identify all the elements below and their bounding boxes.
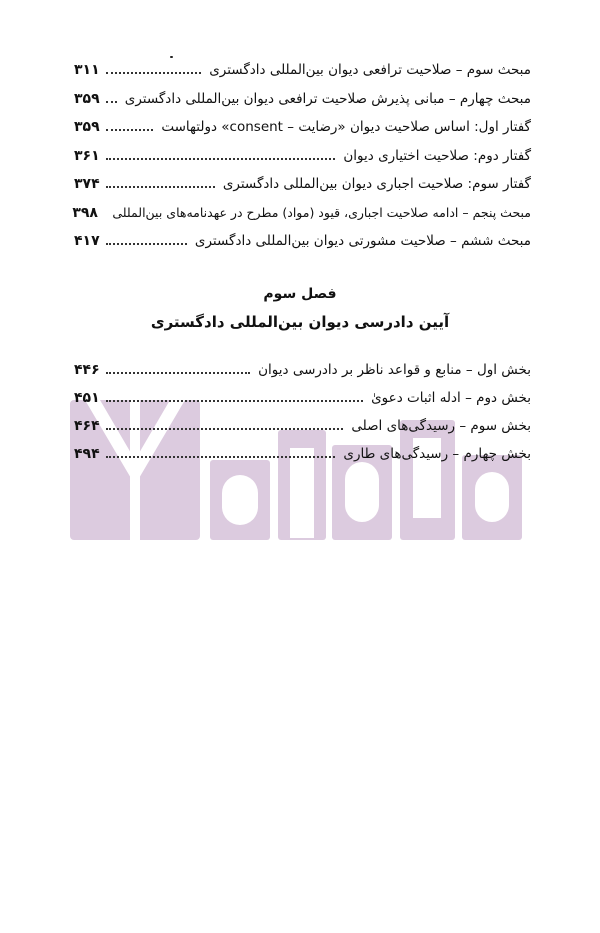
- toc-entry-title: بخش دوم – ادله اثبات دعویٰ: [371, 390, 531, 406]
- dot-leader: [106, 400, 363, 402]
- toc-entry-page: ۴۶۴: [74, 418, 100, 434]
- dot-leader: [106, 456, 335, 458]
- toc-entry[interactable]: [74, 362, 531, 390]
- dot-leader: [106, 72, 201, 74]
- toc-entry[interactable]: [74, 390, 531, 418]
- toc-entry-title: مبحث پنجم – ادامه صلاحیت اجباری، قیود (مواد) مطرح در عهدنامه‌های بین‌المللی: [112, 204, 531, 220]
- toc-entry-title: گفتار سوم: صلاحیت اجباری دیوان بین‌المللی دادگستری: [222, 176, 531, 192]
- toc-entry-title: مبحث چهارم – مبانی پذیرش صلاحیت ترافعی دیوان بین‌المللی دادگستری: [124, 90, 531, 107]
- toc-entry-title: گفتار دوم: صلاحیت اختیاری دیوان: [343, 147, 531, 164]
- toc-entry-page: ۳۵۹: [74, 119, 100, 135]
- toc-entry-page: ۴۹۴: [74, 446, 100, 462]
- toc-entry[interactable]: [74, 119, 531, 148]
- toc-entry[interactable]: [74, 205, 531, 234]
- toc-entry-title: بخش اول – منابع و قواعد ناظر بر دادرسی دیوان: [258, 362, 531, 378]
- toc-entry[interactable]: [74, 176, 531, 205]
- toc-entry[interactable]: [74, 418, 531, 446]
- dot-leader: [106, 129, 153, 131]
- toc-entry-title: مبحث سوم – صلاحیت ترافعی دیوان بین‌المللی دادگستری: [209, 62, 531, 78]
- toc-entry-page: ۳۷۴: [74, 176, 100, 192]
- toc-section-b: [74, 362, 531, 474]
- toc-entry[interactable]: [74, 91, 531, 120]
- chapter-label: فصل سوم: [263, 286, 337, 302]
- toc-entry-page: ۳۹۸: [72, 204, 98, 221]
- toc-entry[interactable]: [74, 62, 531, 91]
- toc-entry[interactable]: [74, 446, 531, 474]
- toc-entry-page: ۴۵۱: [74, 390, 100, 406]
- toc-entry-page: ۴۴۶: [74, 362, 100, 378]
- chapter-title: آیین دادرسی دیوان بین‌المللی دادگستری: [150, 313, 450, 331]
- dot-leader: [106, 158, 335, 160]
- toc-entry-page: ۳۶۱: [74, 147, 100, 164]
- toc-entry-title: بخش چهارم – رسیدگی‌های طاری: [343, 446, 531, 462]
- dot-leader: [106, 186, 215, 188]
- toc-entry-page: ۳۵۹: [74, 90, 100, 107]
- toc-entry-page: ۴۱۷: [74, 233, 100, 249]
- dot-leader: [106, 428, 343, 430]
- dot-leader: [106, 372, 250, 374]
- toc-entry[interactable]: [74, 233, 531, 262]
- dot-leader: [106, 101, 117, 103]
- toc-entry-page: ۳۱۱: [74, 62, 100, 78]
- toc-section-a: [74, 62, 531, 262]
- toc-entry-title: گفتار اول: اساس صلاحیت دیوان «رضایت – consent» دولتهاست: [161, 119, 531, 135]
- toc-entry[interactable]: [74, 148, 531, 177]
- dot-leader: [106, 243, 187, 245]
- toc-entry-title: بخش سوم – رسیدگی‌های اصلی: [351, 418, 531, 434]
- toc-entry-title: مبحث ششم – صلاحیت مشورتی دیوان بین‌المللی دادگستری: [194, 233, 531, 249]
- ink-speck: [170, 56, 173, 58]
